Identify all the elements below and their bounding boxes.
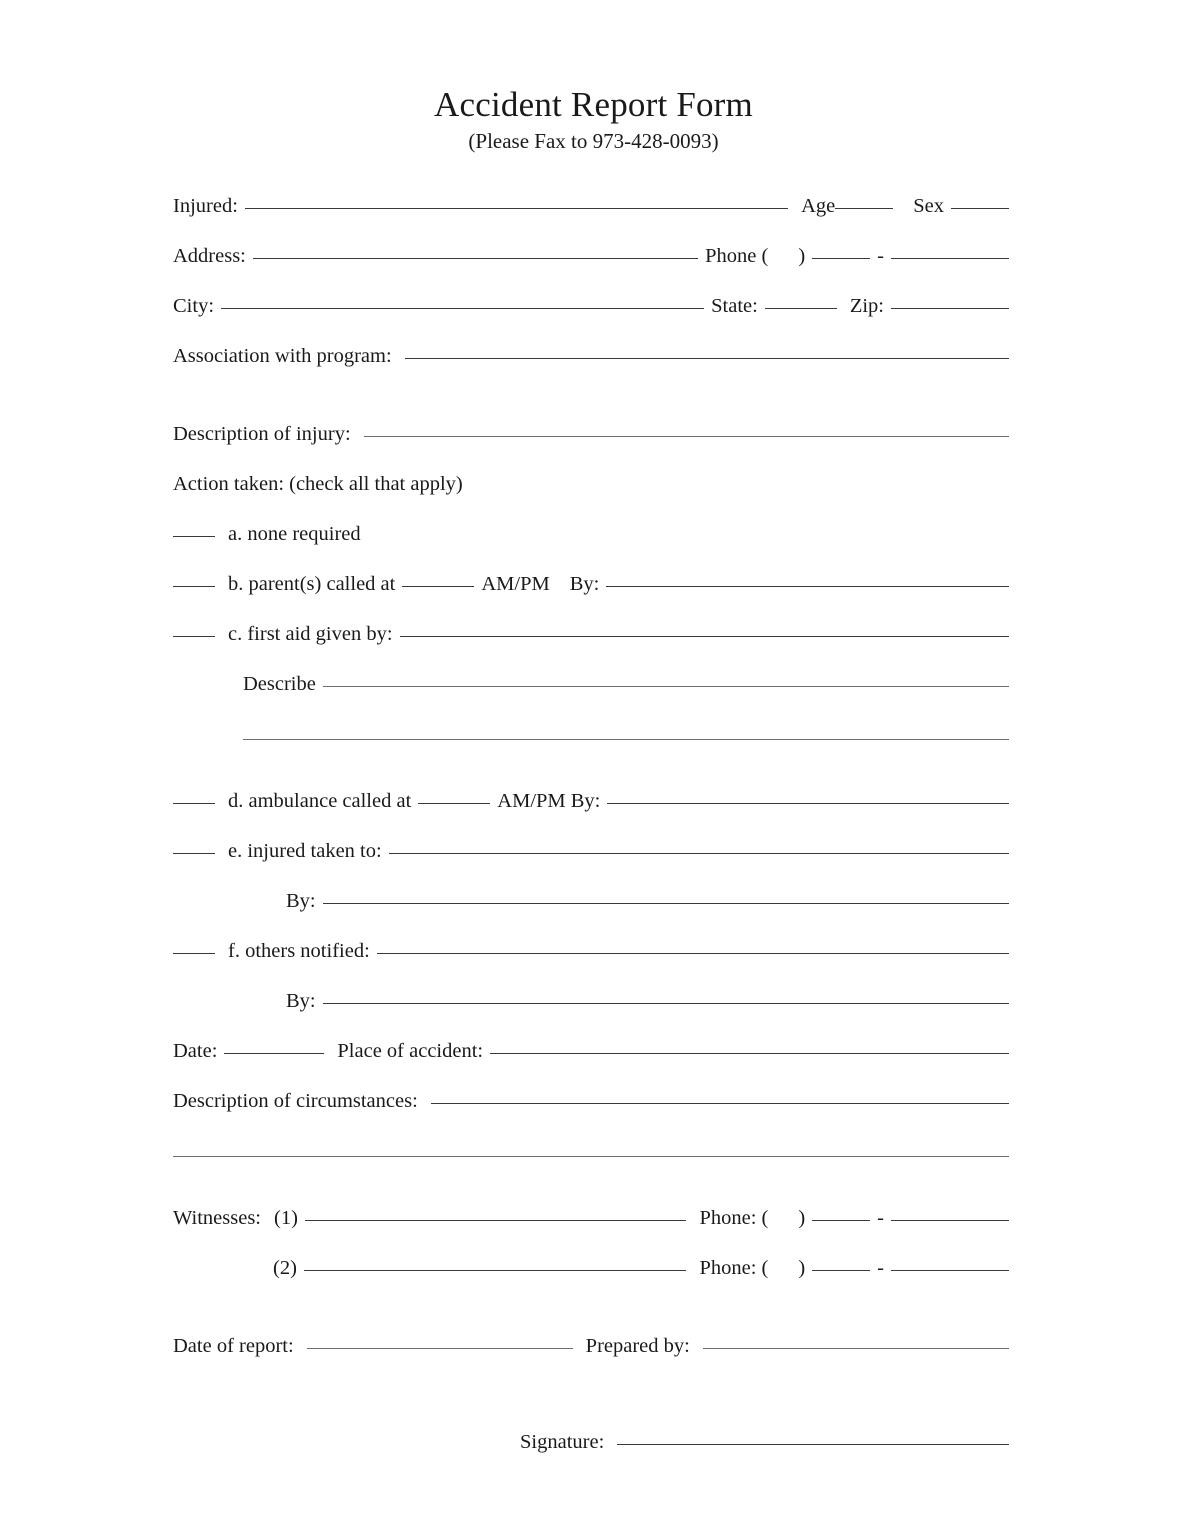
witness-1-dash: - bbox=[877, 1207, 884, 1229]
row-item-e-by bbox=[286, 889, 1009, 913]
sex-label: Sex bbox=[913, 195, 944, 217]
association-input[interactable] bbox=[405, 358, 1009, 359]
row-address bbox=[173, 244, 1009, 268]
item-a-label: a. none required bbox=[228, 523, 361, 545]
row-action-taken bbox=[173, 472, 1009, 496]
row-witness-1 bbox=[173, 1206, 1009, 1230]
row-injured bbox=[173, 194, 1009, 218]
witnesses-label: Witnesses: bbox=[173, 1207, 261, 1229]
describe-label: Describe bbox=[243, 673, 316, 695]
row-item-c bbox=[173, 622, 1009, 646]
row-item-e bbox=[173, 839, 1009, 863]
item-f-label: f. others notified: bbox=[228, 940, 370, 962]
action-taken-label: Action taken: (check all that apply) bbox=[173, 473, 463, 495]
checkbox-a[interactable] bbox=[173, 536, 215, 537]
zip-input[interactable] bbox=[891, 308, 1009, 309]
witness-1-name-input[interactable] bbox=[305, 1220, 687, 1221]
item-b-by-label: By: bbox=[569, 573, 600, 595]
row-date-place bbox=[173, 1039, 1009, 1063]
item-e-label: e. injured taken to: bbox=[228, 840, 382, 862]
witness-2-number: (2) bbox=[273, 1257, 297, 1279]
witness-1-paren-close: ) bbox=[798, 1207, 806, 1229]
place-input[interactable] bbox=[490, 1053, 1009, 1054]
row-item-d bbox=[173, 789, 1009, 813]
checkbox-c[interactable] bbox=[173, 636, 215, 637]
item-b-time-input[interactable] bbox=[402, 586, 474, 587]
form-body bbox=[173, 194, 1009, 1454]
place-label: Place of accident: bbox=[337, 1040, 484, 1062]
phone-paren-close: ) bbox=[798, 245, 806, 267]
prepared-by-label: Prepared by: bbox=[585, 1335, 690, 1357]
sex-input[interactable] bbox=[951, 208, 1009, 209]
describe-input-line-2[interactable] bbox=[243, 739, 1009, 740]
signature-input[interactable] bbox=[617, 1444, 1009, 1445]
age-label: Age bbox=[801, 195, 836, 217]
describe-input-line-1[interactable] bbox=[323, 686, 1009, 687]
row-item-f-by bbox=[286, 989, 1009, 1013]
address-input[interactable] bbox=[253, 258, 698, 259]
row-item-f bbox=[173, 939, 1009, 963]
date-of-report-input[interactable] bbox=[307, 1348, 573, 1349]
zip-label: Zip: bbox=[849, 295, 884, 317]
prepared-by-input[interactable] bbox=[703, 1348, 1009, 1349]
item-e-by-label: By: bbox=[286, 890, 316, 912]
description-circumstances-label: Description of circumstances: bbox=[173, 1090, 418, 1112]
checkbox-d[interactable] bbox=[173, 803, 215, 804]
phone-label: Phone ( bbox=[705, 245, 769, 267]
state-input[interactable] bbox=[765, 308, 837, 309]
witness-1-phone-label: Phone: ( bbox=[699, 1207, 769, 1229]
item-f-by-label: By: bbox=[286, 990, 316, 1012]
witness-2-phone-input[interactable] bbox=[891, 1270, 1009, 1271]
description-injury-input[interactable] bbox=[364, 436, 1009, 437]
age-input[interactable] bbox=[835, 208, 893, 209]
fax-instruction: (Please Fax to 973-428-0093) bbox=[468, 129, 719, 153]
row-item-a bbox=[173, 522, 1009, 546]
checkbox-e[interactable] bbox=[173, 853, 215, 854]
row-signature bbox=[520, 1430, 1009, 1454]
date-input[interactable] bbox=[224, 1053, 324, 1054]
item-b-by-input[interactable] bbox=[606, 586, 1009, 587]
item-b-ampm-label: AM/PM bbox=[481, 573, 550, 595]
item-b-label: b. parent(s) called at bbox=[228, 573, 396, 595]
item-d-by-input[interactable] bbox=[607, 803, 1009, 804]
item-f-by-input[interactable] bbox=[323, 1003, 1009, 1004]
city-label: City: bbox=[173, 295, 215, 317]
item-d-ampm-by-label: AM/PM By: bbox=[497, 790, 601, 812]
date-label: Date: bbox=[173, 1040, 218, 1062]
witness-2-areacode-input[interactable] bbox=[812, 1270, 870, 1271]
description-injury-label: Description of injury: bbox=[173, 423, 351, 445]
witness-2-paren-close: ) bbox=[798, 1257, 806, 1279]
row-witness-2 bbox=[173, 1256, 1009, 1280]
item-e-input[interactable] bbox=[389, 853, 1009, 854]
checkbox-f[interactable] bbox=[173, 953, 215, 954]
item-f-input[interactable] bbox=[377, 953, 1009, 954]
page-title: Accident Report Form bbox=[434, 85, 753, 124]
phone-dash: - bbox=[877, 245, 884, 267]
description-circumstances-input-line-1[interactable] bbox=[431, 1103, 1009, 1104]
row-association bbox=[173, 344, 1009, 368]
date-of-report-label: Date of report: bbox=[173, 1335, 294, 1357]
signature-label: Signature: bbox=[520, 1431, 605, 1453]
item-d-time-input[interactable] bbox=[418, 803, 490, 804]
row-description-injury bbox=[173, 422, 1009, 446]
row-item-b bbox=[173, 572, 1009, 596]
phone-number-input[interactable] bbox=[891, 258, 1009, 259]
item-d-label: d. ambulance called at bbox=[228, 790, 412, 812]
witness-1-number: (1) bbox=[274, 1207, 298, 1229]
phone-areacode-input[interactable] bbox=[812, 258, 870, 259]
witness-2-phone-label: Phone: ( bbox=[699, 1257, 769, 1279]
witness-2-dash: - bbox=[877, 1257, 884, 1279]
item-e-by-input[interactable] bbox=[323, 903, 1009, 904]
checkbox-b[interactable] bbox=[173, 586, 215, 587]
witness-1-areacode-input[interactable] bbox=[812, 1220, 870, 1221]
state-label: State: bbox=[711, 295, 758, 317]
row-date-of-report bbox=[173, 1334, 1009, 1358]
witness-2-name-input[interactable] bbox=[304, 1270, 687, 1271]
injured-input[interactable] bbox=[245, 208, 788, 209]
item-c-label: c. first aid given by: bbox=[228, 623, 393, 645]
row-describe bbox=[243, 672, 1009, 696]
injured-label: Injured: bbox=[173, 195, 238, 217]
address-label: Address: bbox=[173, 245, 246, 267]
item-c-input[interactable] bbox=[400, 636, 1009, 637]
description-circumstances-input-line-2[interactable] bbox=[173, 1156, 1009, 1157]
witness-1-phone-input[interactable] bbox=[891, 1220, 1009, 1221]
association-label: Association with program: bbox=[173, 345, 392, 367]
city-input[interactable] bbox=[221, 308, 704, 309]
row-description-circumstances bbox=[173, 1089, 1009, 1113]
row-city bbox=[173, 294, 1009, 318]
